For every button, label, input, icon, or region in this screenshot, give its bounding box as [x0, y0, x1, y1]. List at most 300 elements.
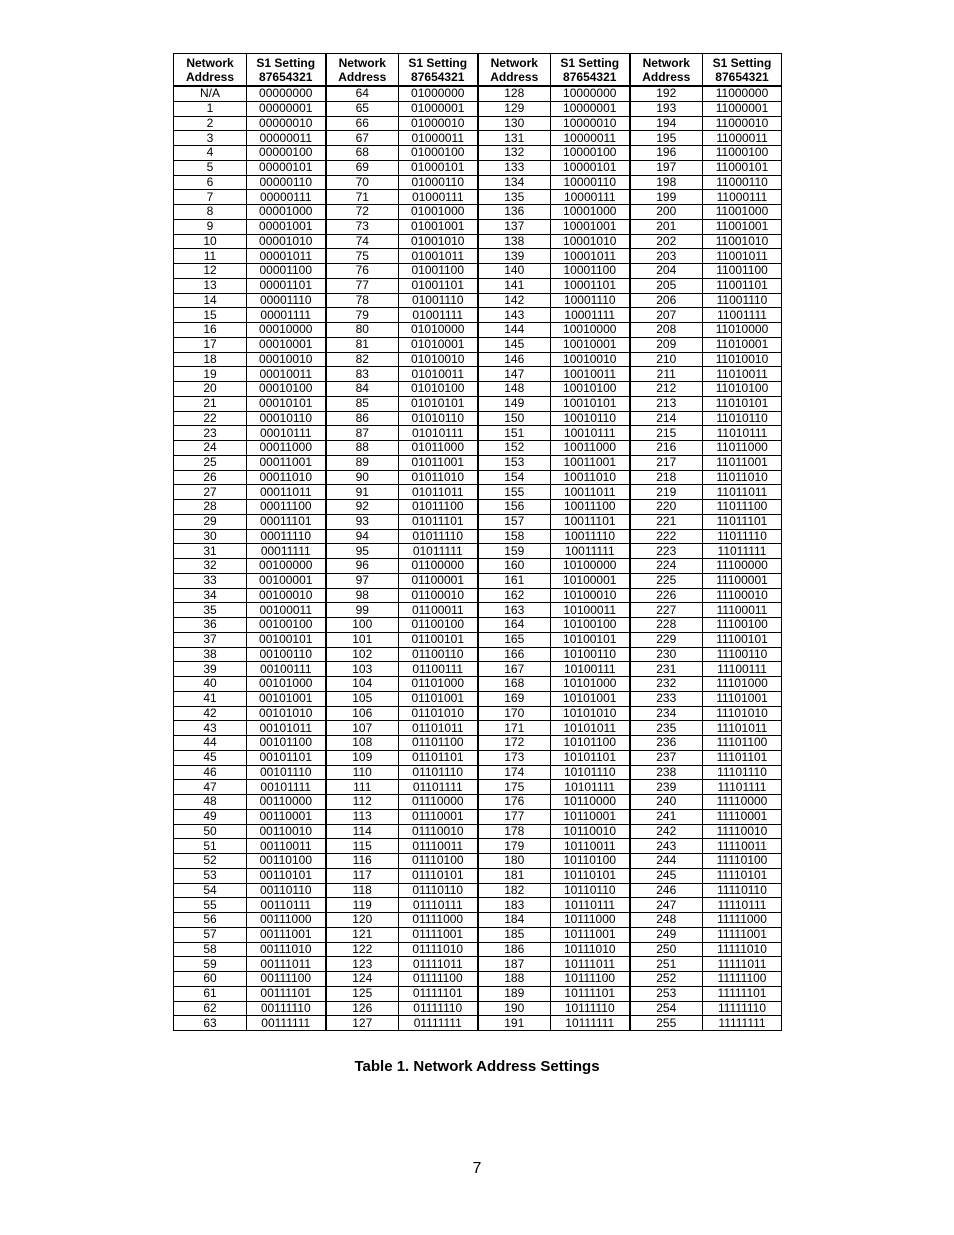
table-row — [174, 972, 782, 987]
s1-setting-cell: 01011110 — [399, 529, 478, 544]
network-address-cell: 50 — [174, 824, 247, 839]
network-address-cell: 225 — [630, 573, 703, 588]
table-row — [174, 809, 782, 824]
s1-setting-cell: 10010110 — [551, 411, 630, 426]
network-address-cell: 127 — [326, 1016, 399, 1031]
header-line: Network — [338, 55, 386, 70]
network-address-cell: 239 — [630, 780, 703, 795]
network-address-cell: 154 — [478, 470, 551, 485]
s1-setting-cell: 00010011 — [247, 367, 326, 382]
network-address-cell: 202 — [630, 234, 703, 249]
network-address-cell: 73 — [326, 219, 399, 234]
s1-setting-cell: 01001111 — [399, 308, 478, 323]
table-row — [174, 559, 782, 574]
s1-setting-cell: 01111000 — [399, 913, 478, 928]
network-address-cell: 135 — [478, 190, 551, 205]
s1-setting-cell: 01010100 — [399, 382, 478, 397]
network-address-cell: 39 — [174, 662, 247, 677]
network-address-cell: 224 — [630, 559, 703, 574]
s1-setting-cell: 10110011 — [551, 839, 630, 854]
s1-setting-cell: 01000000 — [399, 86, 478, 101]
network-address-cell: 147 — [478, 367, 551, 382]
network-address-cell: 151 — [478, 426, 551, 441]
network-address-cell: 141 — [478, 278, 551, 293]
s1-setting-cell: 11010101 — [703, 396, 782, 411]
header-line: Address — [642, 69, 691, 84]
network-address-cell: 106 — [326, 706, 399, 721]
s1-setting-cell: 00010000 — [247, 323, 326, 338]
s1-setting-cell: 01100100 — [399, 618, 478, 633]
s1-setting-cell: 01000001 — [399, 101, 478, 116]
table-row — [174, 219, 782, 234]
header-line: S1 Setting — [256, 55, 316, 70]
network-address-cell: 153 — [478, 455, 551, 470]
network-address-cell: 129 — [478, 101, 551, 116]
s1-setting-cell: 01100111 — [399, 662, 478, 677]
table-row — [174, 1016, 782, 1031]
table-row — [174, 367, 782, 382]
network-address-cell: 104 — [326, 677, 399, 692]
s1-setting-cell: 00101101 — [247, 750, 326, 765]
table-row — [174, 278, 782, 293]
network-address-cell: 167 — [478, 662, 551, 677]
network-address-cell: 164 — [478, 618, 551, 633]
header-line: Network — [186, 55, 234, 70]
network-address-cell: 157 — [478, 514, 551, 529]
s1-setting-cell: 01011010 — [399, 470, 478, 485]
network-address-cell: 124 — [326, 972, 399, 987]
s1-setting-cell: 11100100 — [703, 618, 782, 633]
s1-setting-cell: 10010010 — [551, 352, 630, 367]
network-address-cell: 222 — [630, 529, 703, 544]
s1-setting-cell: 01011100 — [399, 500, 478, 515]
network-address-cell: 137 — [478, 219, 551, 234]
s1-setting-cell: 10000101 — [551, 160, 630, 175]
network-address-cell: 161 — [478, 573, 551, 588]
network-address-cell: 247 — [630, 898, 703, 913]
network-address-cell: 89 — [326, 455, 399, 470]
s1-setting-cell: 01100011 — [399, 603, 478, 618]
s1-setting-cell: 11101010 — [703, 706, 782, 721]
column-header-s1-setting — [703, 54, 782, 87]
s1-setting-cell: 10100111 — [551, 662, 630, 677]
network-address-cell: 111 — [326, 780, 399, 795]
header-line: Network — [642, 55, 690, 70]
s1-setting-cell: 11101101 — [703, 750, 782, 765]
s1-setting-cell: 10100000 — [551, 559, 630, 574]
s1-setting-cell: 01010001 — [399, 337, 478, 352]
s1-setting-cell: 00111110 — [247, 1001, 326, 1016]
s1-setting-cell: 10011111 — [551, 544, 630, 559]
network-address-cell: 190 — [478, 1001, 551, 1016]
network-address-cell: 197 — [630, 160, 703, 175]
s1-setting-cell: 10101010 — [551, 706, 630, 721]
s1-setting-cell: 00101010 — [247, 706, 326, 721]
s1-setting-cell: 10001000 — [551, 205, 630, 220]
s1-setting-cell: 10001110 — [551, 293, 630, 308]
network-address-cell: 71 — [326, 190, 399, 205]
network-address-cell: 16 — [174, 323, 247, 338]
network-address-cell: 140 — [478, 264, 551, 279]
table-row — [174, 765, 782, 780]
network-address-cell: 132 — [478, 146, 551, 161]
table-row — [174, 396, 782, 411]
table-row — [174, 500, 782, 515]
s1-setting-cell: 10111100 — [551, 972, 630, 987]
s1-setting-cell: 00001100 — [247, 264, 326, 279]
network-address-cell: 179 — [478, 839, 551, 854]
s1-setting-cell: 10100110 — [551, 647, 630, 662]
network-address-cell: 188 — [478, 972, 551, 987]
s1-setting-cell: 00001001 — [247, 219, 326, 234]
s1-setting-cell: 00000001 — [247, 101, 326, 116]
s1-setting-cell: 10111010 — [551, 942, 630, 957]
network-address-cell: 79 — [326, 308, 399, 323]
s1-setting-cell: 11001001 — [703, 219, 782, 234]
network-address-cell: 47 — [174, 780, 247, 795]
s1-setting-cell: 11110110 — [703, 883, 782, 898]
network-address-cell: 236 — [630, 736, 703, 751]
network-address-cell: 243 — [630, 839, 703, 854]
network-address-cell: 198 — [630, 175, 703, 190]
network-address-cell: 205 — [630, 278, 703, 293]
s1-setting-cell: 11000011 — [703, 131, 782, 146]
network-address-cell: 113 — [326, 809, 399, 824]
s1-setting-cell: 11100110 — [703, 647, 782, 662]
network-address-cell: 175 — [478, 780, 551, 795]
table-row — [174, 824, 782, 839]
s1-setting-cell: 11111010 — [703, 942, 782, 957]
s1-setting-cell: 11110001 — [703, 809, 782, 824]
s1-setting-cell: 01001110 — [399, 293, 478, 308]
network-address-cell: 192 — [630, 86, 703, 101]
s1-setting-cell: 00011111 — [247, 544, 326, 559]
network-address-cell: 110 — [326, 765, 399, 780]
table-row — [174, 249, 782, 264]
s1-setting-cell: 01101000 — [399, 677, 478, 692]
s1-setting-cell: 01001010 — [399, 234, 478, 249]
s1-setting-cell: 00111111 — [247, 1016, 326, 1031]
s1-setting-cell: 01110011 — [399, 839, 478, 854]
network-address-cell: 216 — [630, 441, 703, 456]
network-address-cell: 126 — [326, 1001, 399, 1016]
network-address-cell: 32 — [174, 559, 247, 574]
network-address-cell: 166 — [478, 647, 551, 662]
s1-setting-cell: 10111111 — [551, 1016, 630, 1031]
s1-setting-cell: 10100001 — [551, 573, 630, 588]
s1-setting-cell: 11101111 — [703, 780, 782, 795]
network-address-cell: 250 — [630, 942, 703, 957]
network-address-cell: 72 — [326, 205, 399, 220]
s1-setting-cell: 00110101 — [247, 868, 326, 883]
network-address-cell: 227 — [630, 603, 703, 618]
s1-setting-cell: 01101011 — [399, 721, 478, 736]
network-address-cell: 255 — [630, 1016, 703, 1031]
table-row — [174, 264, 782, 279]
s1-setting-cell: 00100011 — [247, 603, 326, 618]
s1-setting-cell: 11010001 — [703, 337, 782, 352]
s1-setting-cell: 00000100 — [247, 146, 326, 161]
s1-setting-cell: 11001011 — [703, 249, 782, 264]
network-address-cell: 119 — [326, 898, 399, 913]
s1-setting-cell: 00000110 — [247, 175, 326, 190]
s1-setting-cell: 01000010 — [399, 116, 478, 131]
network-address-cell: 7 — [174, 190, 247, 205]
network-address-cell: 78 — [326, 293, 399, 308]
network-address-cell: 120 — [326, 913, 399, 928]
network-address-cell: 138 — [478, 234, 551, 249]
s1-setting-cell: 00001110 — [247, 293, 326, 308]
s1-setting-cell: 00001111 — [247, 308, 326, 323]
network-address-cell: 252 — [630, 972, 703, 987]
network-address-cell: 42 — [174, 706, 247, 721]
table-row — [174, 942, 782, 957]
network-address-cell: 173 — [478, 750, 551, 765]
table-row — [174, 337, 782, 352]
network-address-cell: 83 — [326, 367, 399, 382]
network-address-cell: 62 — [174, 1001, 247, 1016]
s1-setting-cell: 11000111 — [703, 190, 782, 205]
s1-setting-cell: 01101111 — [399, 780, 478, 795]
s1-setting-cell: 10001011 — [551, 249, 630, 264]
header-line: 87654321 — [715, 69, 769, 84]
s1-setting-cell: 00011001 — [247, 455, 326, 470]
network-address-cell: 6 — [174, 175, 247, 190]
network-address-cell: 246 — [630, 883, 703, 898]
network-address-cell: 200 — [630, 205, 703, 220]
network-address-cell: 67 — [326, 131, 399, 146]
table-row — [174, 205, 782, 220]
s1-setting-cell: 01111111 — [399, 1016, 478, 1031]
network-address-cell: 185 — [478, 927, 551, 942]
network-address-cell: 96 — [326, 559, 399, 574]
s1-setting-cell: 00101111 — [247, 780, 326, 795]
network-address-cell: 177 — [478, 809, 551, 824]
table-row — [174, 603, 782, 618]
s1-setting-cell: 11011110 — [703, 529, 782, 544]
network-address-cell: 163 — [478, 603, 551, 618]
s1-setting-cell: 11000101 — [703, 160, 782, 175]
s1-setting-cell: 11010110 — [703, 411, 782, 426]
network-address-cell: 178 — [478, 824, 551, 839]
network-address-cell: 20 — [174, 382, 247, 397]
column-header-s1-setting — [247, 54, 326, 87]
s1-setting-cell: 10110100 — [551, 854, 630, 869]
s1-setting-cell: 01010010 — [399, 352, 478, 367]
column-header-network-address — [174, 54, 247, 87]
network-address-cell: 82 — [326, 352, 399, 367]
network-address-cell: 183 — [478, 898, 551, 913]
network-address-cell: 91 — [326, 485, 399, 500]
network-address-cell: 158 — [478, 529, 551, 544]
s1-setting-cell: 10011011 — [551, 485, 630, 500]
s1-setting-cell: 00101001 — [247, 691, 326, 706]
table-row — [174, 854, 782, 869]
network-address-cell: 196 — [630, 146, 703, 161]
table-row — [174, 677, 782, 692]
s1-setting-cell: 01111110 — [399, 1001, 478, 1016]
network-address-cell: 69 — [326, 160, 399, 175]
s1-setting-cell: 01000101 — [399, 160, 478, 175]
network-address-cell: 117 — [326, 868, 399, 883]
network-address-cell: 209 — [630, 337, 703, 352]
header-line: Network — [490, 55, 538, 70]
s1-setting-cell: 10100011 — [551, 603, 630, 618]
network-address-cell: 13 — [174, 278, 247, 293]
network-address-cell: 182 — [478, 883, 551, 898]
header-line: S1 Setting — [712, 55, 772, 70]
s1-setting-cell: 00001010 — [247, 234, 326, 249]
network-address-cell: 90 — [326, 470, 399, 485]
s1-setting-cell: 01111100 — [399, 972, 478, 987]
s1-setting-cell: 11111111 — [703, 1016, 782, 1031]
network-address-cell: 52 — [174, 854, 247, 869]
network-address-cell: 232 — [630, 677, 703, 692]
network-address-cell: 211 — [630, 367, 703, 382]
network-address-cell: 207 — [630, 308, 703, 323]
table-row — [174, 691, 782, 706]
network-address-cell: 46 — [174, 765, 247, 780]
s1-setting-cell: 10011010 — [551, 470, 630, 485]
network-address-cell: 230 — [630, 647, 703, 662]
network-address-cell: 150 — [478, 411, 551, 426]
s1-setting-cell: 10001101 — [551, 278, 630, 293]
s1-setting-cell: 01000100 — [399, 146, 478, 161]
network-address-cell: 22 — [174, 411, 247, 426]
s1-setting-cell: 10100101 — [551, 632, 630, 647]
network-address-cell: 54 — [174, 883, 247, 898]
network-address-cell: 201 — [630, 219, 703, 234]
network-address-cell: 233 — [630, 691, 703, 706]
s1-setting-cell: 11011111 — [703, 544, 782, 559]
network-address-cell: 128 — [478, 86, 551, 101]
network-address-cell: 56 — [174, 913, 247, 928]
network-address-cell: 162 — [478, 588, 551, 603]
network-address-cell: 19 — [174, 367, 247, 382]
network-address-cell: 36 — [174, 618, 247, 633]
s1-setting-cell: 10110010 — [551, 824, 630, 839]
network-address-cell: 145 — [478, 337, 551, 352]
table-row — [174, 618, 782, 633]
network-address-cell: 84 — [326, 382, 399, 397]
network-address-cell: 125 — [326, 986, 399, 1001]
table-row — [174, 706, 782, 721]
network-address-cell: 14 — [174, 293, 247, 308]
s1-setting-cell: 00001101 — [247, 278, 326, 293]
network-address-cell: 186 — [478, 942, 551, 957]
header-line: 87654321 — [563, 69, 617, 84]
network-address-cell: 53 — [174, 868, 247, 883]
s1-setting-cell: 11101110 — [703, 765, 782, 780]
table-row — [174, 986, 782, 1001]
network-address-cell: 184 — [478, 913, 551, 928]
s1-setting-cell: 10000110 — [551, 175, 630, 190]
s1-setting-cell: 01110010 — [399, 824, 478, 839]
s1-setting-cell: 11011011 — [703, 485, 782, 500]
network-address-cell: 118 — [326, 883, 399, 898]
s1-setting-cell: 00100000 — [247, 559, 326, 574]
network-address-cell: 98 — [326, 588, 399, 603]
table-row — [174, 293, 782, 308]
s1-setting-cell: 01010000 — [399, 323, 478, 338]
s1-setting-cell: 10011101 — [551, 514, 630, 529]
table-row — [174, 647, 782, 662]
s1-setting-cell: 01100000 — [399, 559, 478, 574]
network-address-cell: 159 — [478, 544, 551, 559]
column-header-s1-setting — [551, 54, 630, 87]
s1-setting-cell: 01010110 — [399, 411, 478, 426]
s1-setting-cell: 01110101 — [399, 868, 478, 883]
s1-setting-cell: 10000001 — [551, 101, 630, 116]
s1-setting-cell: 11011000 — [703, 441, 782, 456]
s1-setting-cell: 10000100 — [551, 146, 630, 161]
s1-setting-cell: 11110100 — [703, 854, 782, 869]
table-row — [174, 190, 782, 205]
network-address-cell: 114 — [326, 824, 399, 839]
s1-setting-cell: 00010100 — [247, 382, 326, 397]
s1-setting-cell: 10101000 — [551, 677, 630, 692]
s1-setting-cell: 01111001 — [399, 927, 478, 942]
network-address-cell: 170 — [478, 706, 551, 721]
table-row — [174, 957, 782, 972]
network-address-cell: 60 — [174, 972, 247, 987]
column-header-network-address — [478, 54, 551, 87]
network-address-cell: 58 — [174, 942, 247, 957]
table-row — [174, 750, 782, 765]
network-address-cell: 76 — [326, 264, 399, 279]
table-row — [174, 868, 782, 883]
s1-setting-cell: 00111100 — [247, 972, 326, 987]
s1-setting-cell: 10110001 — [551, 809, 630, 824]
s1-setting-cell: 00101100 — [247, 736, 326, 751]
network-address-cell: 199 — [630, 190, 703, 205]
s1-setting-cell: 11110010 — [703, 824, 782, 839]
s1-setting-cell: 00110001 — [247, 809, 326, 824]
s1-setting-cell: 11011101 — [703, 514, 782, 529]
s1-setting-cell: 00001011 — [247, 249, 326, 264]
network-address-cell: 85 — [326, 396, 399, 411]
network-address-cell: 109 — [326, 750, 399, 765]
network-address-cell: 131 — [478, 131, 551, 146]
s1-setting-cell: 01011011 — [399, 485, 478, 500]
s1-setting-cell: 10111110 — [551, 1001, 630, 1016]
network-address-cell: 229 — [630, 632, 703, 647]
network-address-cell: 155 — [478, 485, 551, 500]
network-address-cell: 195 — [630, 131, 703, 146]
network-address-cell: 26 — [174, 470, 247, 485]
network-address-cell: 57 — [174, 927, 247, 942]
network-address-cell: 191 — [478, 1016, 551, 1031]
network-address-cell: 194 — [630, 116, 703, 131]
network-address-cell: 11 — [174, 249, 247, 264]
s1-setting-cell: 10101111 — [551, 780, 630, 795]
s1-setting-cell: 10110000 — [551, 795, 630, 810]
network-address-cell: 68 — [326, 146, 399, 161]
s1-setting-cell: 11110011 — [703, 839, 782, 854]
network-address-cell: 160 — [478, 559, 551, 574]
s1-setting-cell: 10001111 — [551, 308, 630, 323]
table-row — [174, 573, 782, 588]
network-address-cell: 214 — [630, 411, 703, 426]
network-address-cell: 27 — [174, 485, 247, 500]
table-row — [174, 795, 782, 810]
table-row — [174, 662, 782, 677]
network-address-cell: 21 — [174, 396, 247, 411]
header-line: S1 Setting — [560, 55, 620, 70]
network-address-cell: 51 — [174, 839, 247, 854]
network-address-cell: 8 — [174, 205, 247, 220]
network-address-cell: 43 — [174, 721, 247, 736]
